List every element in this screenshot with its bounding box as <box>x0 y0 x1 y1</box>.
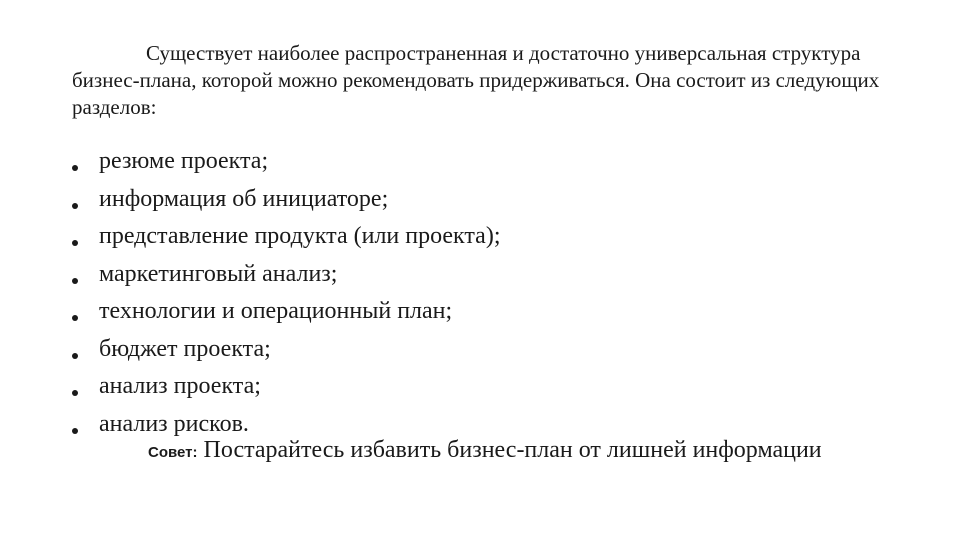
list-item <box>72 181 892 219</box>
tip-text: Постарайтесь избавить бизнес-план от лишней информации <box>203 437 822 463</box>
list-item <box>72 143 892 181</box>
tip-line <box>148 437 822 464</box>
list-item <box>72 256 892 294</box>
bullet-icon <box>72 165 78 171</box>
bullet-icon <box>72 203 78 209</box>
list-item <box>72 218 892 256</box>
bullet-icon <box>72 353 78 359</box>
list-item-text: представление продукта (или проекта); <box>99 223 501 249</box>
list-item-text: технологии и операционный план; <box>99 298 453 324</box>
bullet-icon <box>72 390 78 396</box>
list-item <box>72 293 892 331</box>
intro-paragraph: Существует наиболее распространенная и достаточно универсальная структура бизнес-плана, которой можно рекомендовать придерживаться. Она состоит из следующих разделов: <box>72 41 880 119</box>
bullet-icon <box>72 315 78 321</box>
bullet-icon <box>72 240 78 246</box>
tip-label: Совет: <box>148 444 198 461</box>
sections-list <box>72 143 892 443</box>
list-item-text: анализ рисков. <box>99 410 249 437</box>
list-item-text: маркетинговый анализ; <box>99 260 338 287</box>
list-item <box>72 331 892 369</box>
bullet-icon <box>72 428 78 434</box>
list-item-text: резюме проекта; <box>99 148 269 174</box>
list-item-text: анализ проекта; <box>99 373 261 399</box>
bullet-icon <box>72 278 78 284</box>
list-item <box>72 368 892 406</box>
list-item-text: бюджет проекта; <box>99 335 271 362</box>
list-item-text: информация об инициаторе; <box>99 185 389 212</box>
